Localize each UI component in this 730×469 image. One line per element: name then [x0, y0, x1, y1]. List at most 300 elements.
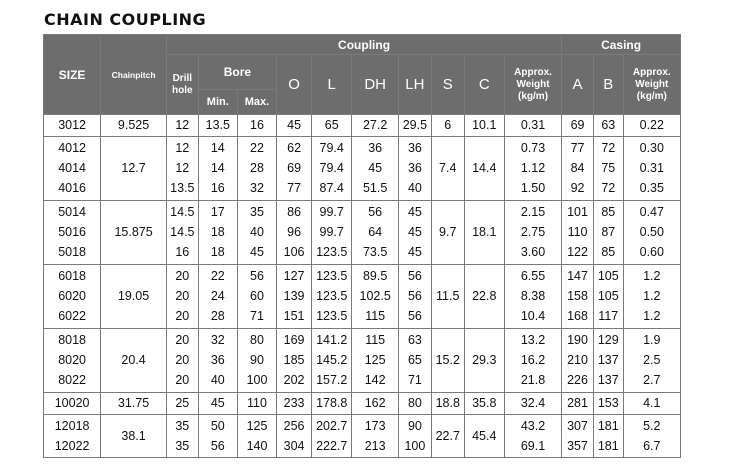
- bore-max-cell: [237, 200, 276, 264]
- casing-weight-cell-value: 0.50: [639, 225, 664, 240]
- lh-cell-value: 36: [407, 141, 422, 156]
- coupling-weight-cell-value: 43.2: [520, 418, 546, 433]
- page-title: CHAIN COUPLING: [44, 10, 207, 29]
- s-cell: 22.7: [431, 414, 464, 457]
- drill-hole-cell: [166, 115, 198, 137]
- dh-cell: [352, 200, 399, 264]
- bore-max-cell-value: 110: [247, 396, 267, 411]
- drill-hole-cell-value: 13.5: [170, 181, 195, 196]
- drill-hole-cell: [166, 200, 198, 264]
- table-row: [44, 414, 681, 457]
- coupling-weight-cell: [504, 414, 561, 457]
- bore-min-cell-value: 17: [210, 205, 225, 220]
- drill-hole-cell: [166, 328, 198, 392]
- bore-max-cell: [237, 115, 276, 137]
- drill-hole-cell: [166, 264, 198, 328]
- coupling-weight-cell: [504, 264, 561, 328]
- l-cell: [312, 414, 352, 457]
- casing-weight-cell-value: 2.7: [643, 373, 661, 388]
- size-cell-value: 5018: [58, 245, 87, 260]
- bore-min-cell: [198, 200, 237, 264]
- size-cell-value: 12018: [54, 418, 90, 433]
- o-cell-value: 185: [283, 353, 305, 368]
- drill-hole-cell-value: 20: [175, 333, 190, 348]
- chainpitch-cell: 38.1: [101, 414, 167, 457]
- o-cell: [277, 328, 312, 392]
- lh-cell: [398, 115, 431, 137]
- l-cell: [312, 115, 352, 137]
- c-header: C: [464, 55, 504, 115]
- b-cell-value: 105: [597, 269, 619, 284]
- o-header: O: [277, 55, 312, 115]
- lh-cell-value: 65: [407, 353, 422, 368]
- b-cell-value: 72: [601, 141, 616, 156]
- bore-min-cell-value: 16: [210, 181, 225, 196]
- l-header: L: [312, 55, 352, 115]
- bore-min-cell: [198, 264, 237, 328]
- s-cell: 18.8: [431, 392, 464, 414]
- lh-header: LH: [398, 55, 431, 115]
- casing-weight-cell-value: 0.31: [639, 161, 664, 176]
- drill-hole-cell: [166, 392, 198, 414]
- c-cell: 35.8: [464, 392, 504, 414]
- b-cell-value: 75: [601, 161, 616, 176]
- lh-cell-value: 36: [407, 161, 422, 176]
- coupling-weight-cell-value: 3.60: [520, 245, 546, 260]
- bore-min-cell-value: 56: [210, 438, 225, 453]
- size-cell: [44, 115, 101, 137]
- o-cell-value: 77: [287, 181, 302, 196]
- casing-weight-header: Approx. Weight (kg/m): [623, 55, 680, 115]
- bore-max-cell-value: 32: [250, 181, 264, 196]
- size-cell: [44, 392, 101, 414]
- bore-min-cell-value: 22: [210, 269, 225, 284]
- drill-hole-cell-value: 35: [175, 418, 190, 433]
- s-cell: 9.7: [431, 200, 464, 264]
- s-cell: 7.4: [431, 136, 464, 200]
- casing-weight-cell-value: 4.1: [643, 396, 661, 411]
- size-cell-value: 8018: [58, 333, 87, 348]
- drill-hole-cell-value: 16: [175, 245, 190, 260]
- coupling-weight-cell-value: 32.4: [520, 396, 546, 411]
- table-row: [44, 136, 681, 200]
- lh-cell-value: 45: [407, 225, 422, 240]
- lh-cell-value: 71: [407, 373, 422, 388]
- bore-max-cell-value: 125: [246, 418, 268, 433]
- o-cell-value: 106: [283, 245, 305, 260]
- chainpitch-cell: 15.875: [101, 200, 167, 264]
- l-cell-value: 123.5: [316, 309, 348, 324]
- bore-max-cell: [237, 136, 276, 200]
- dh-cell-value: 102.5: [359, 289, 391, 304]
- o-cell: [277, 136, 312, 200]
- casing-weight-cell-value: 0.60: [639, 245, 664, 260]
- size-cell-value: 8022: [58, 373, 87, 388]
- casing-weight-cell: [623, 136, 680, 200]
- chainpitch-cell: 31.75: [101, 392, 167, 414]
- lh-cell-value: 40: [407, 181, 422, 196]
- bore-min-cell-value: 14: [210, 161, 225, 176]
- chainpitch-cell: 9.525: [101, 115, 167, 137]
- a-cell-value: 210: [567, 353, 588, 368]
- bore-max-cell-value: 100: [246, 373, 268, 388]
- dh-cell-value: 173: [364, 418, 386, 433]
- a-cell-value: 147: [567, 269, 588, 284]
- o-cell-value: 151: [283, 309, 305, 324]
- coupling-weight-cell-value: 1.50: [520, 181, 546, 196]
- drill-hole-cell: [166, 414, 198, 457]
- lh-cell-value: 80: [407, 396, 422, 411]
- bore-max-cell-value: 56: [250, 269, 264, 284]
- casing-weight-cell-value: 1.9: [643, 333, 661, 348]
- c-cell: 14.4: [464, 136, 504, 200]
- l-cell-value: 123.5: [316, 289, 348, 304]
- casing-weight-cell: [623, 200, 680, 264]
- o-cell-value: 304: [283, 438, 305, 453]
- lh-cell-value: 45: [407, 245, 422, 260]
- b-cell-value: 129: [597, 333, 619, 348]
- bore-max-cell: [237, 264, 276, 328]
- l-cell: [312, 328, 352, 392]
- casing-weight-cell-value: 6.7: [643, 438, 661, 453]
- a-cell: [562, 115, 594, 137]
- chainpitch-header: Chainpitch: [101, 35, 167, 115]
- dh-cell: [352, 414, 399, 457]
- s-cell: 15.2: [431, 328, 464, 392]
- bore-max-cell: [237, 392, 276, 414]
- o-cell-value: 86: [287, 205, 302, 220]
- dh-cell-value: 125: [364, 353, 386, 368]
- coupling-weight-cell-value: 13.2: [520, 333, 546, 348]
- bore-max-cell-value: 40: [250, 225, 264, 240]
- dh-cell: [352, 328, 399, 392]
- table-row: [44, 115, 681, 137]
- lh-cell-value: 63: [407, 333, 422, 348]
- bore-max-cell-value: 35: [250, 205, 264, 220]
- bore-min-cell-value: 50: [210, 418, 225, 433]
- casing-weight-cell-value: 2.5: [643, 353, 661, 368]
- size-cell: [44, 414, 101, 457]
- l-cell-value: 157.2: [316, 373, 348, 388]
- size-cell-value: 6020: [58, 289, 87, 304]
- lh-cell-value: 56: [407, 289, 422, 304]
- bore-max-cell-value: 16: [250, 118, 264, 133]
- o-cell-value: 139: [283, 289, 305, 304]
- coupling-weight-header: Approx. Weight (kg/m): [504, 55, 561, 115]
- drill-hole-cell-value: 35: [175, 438, 190, 453]
- b-cell-value: 137: [597, 353, 619, 368]
- o-cell-value: 233: [283, 396, 305, 411]
- bore-min-cell-value: 40: [210, 373, 225, 388]
- o-cell-value: 202: [283, 373, 305, 388]
- bore-max-cell-value: 90: [250, 353, 264, 368]
- c-cell: 29.3: [464, 328, 504, 392]
- o-cell: [277, 200, 312, 264]
- drill-hole-cell-value: 25: [175, 396, 190, 411]
- drill-hole-cell-value: 20: [175, 353, 190, 368]
- coupling-weight-cell: [504, 200, 561, 264]
- casing-weight-cell: [623, 115, 680, 137]
- bore-min-cell: [198, 392, 237, 414]
- b-cell: [593, 115, 623, 137]
- s-header: S: [431, 55, 464, 115]
- a-header: A: [562, 55, 594, 115]
- bore-min-header: Min.: [198, 90, 237, 115]
- table-row: [44, 200, 681, 264]
- b-cell: [593, 136, 623, 200]
- dh-cell-value: 142: [364, 373, 386, 388]
- casing-weight-cell-value: 0.22: [639, 118, 664, 133]
- casing-weight-cell-value: 1.2: [643, 269, 661, 284]
- l-cell-value: 178.8: [316, 396, 348, 411]
- chainpitch-cell: 19.05: [101, 264, 167, 328]
- bore-min-cell-value: 28: [210, 309, 225, 324]
- drill-hole-header: Drill hole: [166, 55, 198, 115]
- lh-cell: [398, 136, 431, 200]
- casing-weight-cell-value: 1.2: [643, 289, 661, 304]
- a-cell-value: 307: [567, 418, 588, 433]
- coupling-weight-cell: [504, 392, 561, 414]
- bore-min-cell-value: 14: [210, 141, 225, 156]
- dh-cell-value: 51.5: [362, 181, 388, 196]
- b-cell: [593, 328, 623, 392]
- dh-cell-value: 162: [364, 396, 386, 411]
- drill-hole-cell-value: 12: [175, 161, 190, 176]
- a-cell-value: 84: [570, 161, 585, 176]
- a-cell: [562, 200, 594, 264]
- bore-max-cell: [237, 328, 276, 392]
- lh-cell-value: 29.5: [402, 118, 428, 133]
- coupling-weight-cell-value: 0.31: [520, 118, 546, 133]
- bore-header: Bore: [198, 55, 276, 90]
- l-cell-value: 99.7: [319, 205, 344, 220]
- bore-min-cell-value: 32: [210, 333, 225, 348]
- table-row: [44, 328, 681, 392]
- dh-cell: [352, 392, 399, 414]
- b-cell-value: 72: [601, 181, 616, 196]
- size-cell-value: 6018: [58, 269, 87, 284]
- o-cell: [277, 115, 312, 137]
- coupling-weight-cell: [504, 328, 561, 392]
- bore-max-cell-value: 140: [246, 438, 268, 453]
- o-cell: [277, 264, 312, 328]
- bore-min-cell-value: 24: [210, 289, 225, 304]
- a-cell: [562, 392, 594, 414]
- a-cell-value: 190: [567, 333, 588, 348]
- o-cell-value: 45: [287, 118, 302, 133]
- bore-min-cell: [198, 115, 237, 137]
- b-cell-value: 137: [597, 373, 619, 388]
- coupling-weight-cell-value: 16.2: [520, 353, 546, 368]
- bore-max-cell-value: 80: [250, 333, 264, 348]
- c-cell: 10.1: [464, 115, 504, 137]
- coupling-header: Coupling: [166, 35, 561, 55]
- bore-min-cell: [198, 414, 237, 457]
- c-cell: 22.8: [464, 264, 504, 328]
- coupling-weight-cell-value: 2.15: [520, 205, 546, 220]
- coupling-weight-cell: [504, 115, 561, 137]
- lh-cell-value: 90: [407, 418, 422, 433]
- size-cell-value: 5014: [58, 205, 87, 220]
- a-cell: [562, 264, 594, 328]
- l-cell-value: 79.4: [319, 161, 344, 176]
- table-body: [44, 115, 681, 458]
- drill-hole-cell-value: 14.5: [170, 205, 195, 220]
- a-cell-value: 281: [567, 396, 588, 411]
- a-cell-value: 110: [567, 225, 588, 240]
- l-cell-value: 222.7: [316, 438, 348, 453]
- dh-cell-value: 73.5: [362, 245, 388, 260]
- l-cell-value: 99.7: [319, 225, 344, 240]
- bore-max-cell-value: 71: [250, 309, 264, 324]
- b-cell-value: 153: [597, 396, 619, 411]
- b-cell: [593, 264, 623, 328]
- coupling-weight-cell-value: 2.75: [520, 225, 546, 240]
- bore-min-cell-value: 36: [210, 353, 225, 368]
- size-cell-value: 10020: [54, 396, 90, 411]
- a-cell-value: 122: [567, 245, 588, 260]
- drill-hole-cell-value: 12: [175, 118, 190, 133]
- casing-weight-cell-value: 0.35: [639, 181, 664, 196]
- size-cell: [44, 200, 101, 264]
- bore-max-cell: [237, 414, 276, 457]
- b-cell-value: 63: [601, 118, 616, 133]
- l-cell: [312, 200, 352, 264]
- bore-max-cell-value: 28: [250, 161, 264, 176]
- a-cell-value: 77: [570, 141, 585, 156]
- drill-hole-cell-value: 20: [175, 373, 190, 388]
- dh-cell-value: 56: [368, 205, 383, 220]
- b-cell-value: 181: [597, 438, 619, 453]
- casing-header: Casing: [562, 35, 681, 55]
- o-cell-value: 169: [283, 333, 305, 348]
- size-cell: [44, 264, 101, 328]
- size-cell: [44, 328, 101, 392]
- dh-cell-value: 64: [368, 225, 383, 240]
- size-cell-value: 4014: [58, 161, 87, 176]
- b-cell-value: 105: [597, 289, 619, 304]
- a-cell-value: 101: [567, 205, 588, 220]
- o-cell-value: 62: [287, 141, 302, 156]
- b-cell-value: 87: [601, 225, 616, 240]
- b-cell: [593, 414, 623, 457]
- o-cell-value: 96: [287, 225, 302, 240]
- dh-cell: [352, 115, 399, 137]
- lh-cell-value: 56: [407, 269, 422, 284]
- dh-cell: [352, 264, 399, 328]
- lh-cell-value: 56: [407, 309, 422, 324]
- lh-cell: [398, 200, 431, 264]
- b-cell-value: 85: [601, 245, 616, 260]
- o-cell-value: 256: [283, 418, 305, 433]
- size-cell-value: 3012: [58, 118, 87, 133]
- drill-hole-cell-value: 20: [175, 289, 190, 304]
- lh-cell: [398, 414, 431, 457]
- size-header: SIZE: [44, 35, 101, 115]
- casing-weight-cell: [623, 264, 680, 328]
- l-cell-value: 141.2: [316, 333, 348, 348]
- a-cell-value: 158: [567, 289, 588, 304]
- o-cell-value: 69: [287, 161, 302, 176]
- coupling-weight-cell-value: 0.73: [520, 141, 546, 156]
- size-cell-value: 5016: [58, 225, 87, 240]
- b-cell: [593, 200, 623, 264]
- l-cell: [312, 264, 352, 328]
- dh-cell: [352, 136, 399, 200]
- bore-min-cell-value: 18: [210, 245, 225, 260]
- o-cell: [277, 392, 312, 414]
- bore-max-cell-value: 60: [250, 289, 264, 304]
- lh-cell: [398, 264, 431, 328]
- lh-cell-value: 45: [407, 205, 422, 220]
- coupling-weight-cell-value: 10.4: [520, 309, 546, 324]
- casing-weight-cell-value: 5.2: [643, 418, 661, 433]
- bore-min-cell-value: 18: [210, 225, 225, 240]
- l-cell: [312, 392, 352, 414]
- coupling-weight-cell-value: 69.1: [520, 438, 546, 453]
- coupling-weight-cell-value: 21.8: [520, 373, 546, 388]
- a-cell-value: 92: [570, 181, 585, 196]
- dh-cell-value: 36: [368, 141, 383, 156]
- b-header: B: [593, 55, 623, 115]
- bore-max-cell-value: 22: [250, 141, 264, 156]
- casing-weight-cell-value: 0.30: [639, 141, 664, 156]
- casing-weight-cell: [623, 414, 680, 457]
- b-cell-value: 181: [597, 418, 619, 433]
- table-row: [44, 392, 681, 414]
- dh-cell-value: 115: [365, 309, 386, 324]
- o-cell-value: 127: [283, 269, 305, 284]
- size-cell-value: 12022: [54, 438, 90, 453]
- size-cell-value: 8020: [58, 353, 87, 368]
- a-cell-value: 226: [567, 373, 588, 388]
- a-cell-value: 168: [567, 309, 588, 324]
- c-cell: 18.1: [464, 200, 504, 264]
- casing-weight-cell: [623, 328, 680, 392]
- o-cell: [277, 414, 312, 457]
- spec-table: [43, 34, 681, 458]
- s-cell: 6: [431, 115, 464, 137]
- l-cell-value: 87.4: [319, 181, 344, 196]
- drill-hole-cell-value: 14.5: [170, 225, 195, 240]
- chainpitch-cell: 12.7: [101, 136, 167, 200]
- drill-hole-cell: [166, 136, 198, 200]
- coupling-weight-cell: [504, 136, 561, 200]
- l-cell-value: 123.5: [316, 245, 348, 260]
- b-cell-value: 117: [598, 309, 619, 324]
- b-cell: [593, 392, 623, 414]
- size-cell-value: 6022: [58, 309, 87, 324]
- bore-max-header: Max.: [237, 90, 276, 115]
- dh-cell-value: 213: [364, 438, 386, 453]
- bore-min-cell: [198, 328, 237, 392]
- dh-header: DH: [352, 55, 399, 115]
- bore-max-cell-value: 45: [250, 245, 264, 260]
- drill-hole-cell-value: 20: [175, 269, 190, 284]
- dh-cell-value: 45: [368, 161, 383, 176]
- a-cell: [562, 328, 594, 392]
- size-cell: [44, 136, 101, 200]
- dh-cell-value: 115: [365, 333, 386, 348]
- s-cell: 11.5: [431, 264, 464, 328]
- coupling-weight-cell-value: 1.12: [520, 161, 546, 176]
- l-cell-value: 202.7: [316, 418, 348, 433]
- l-cell-value: 65: [324, 118, 339, 133]
- casing-weight-cell-value: 0.47: [639, 205, 664, 220]
- c-cell: 45.4: [464, 414, 504, 457]
- l-cell-value: 79.4: [319, 141, 344, 156]
- chainpitch-cell: 20.4: [101, 328, 167, 392]
